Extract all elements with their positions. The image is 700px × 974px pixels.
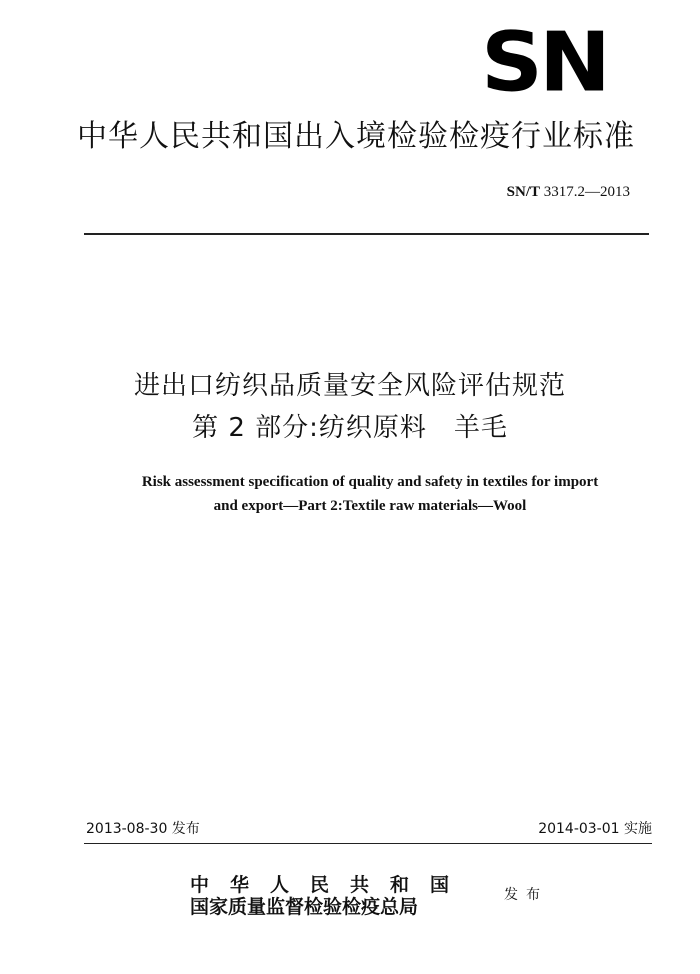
issuing-authority	[190, 874, 490, 918]
standard-prefix: SN/T	[506, 184, 540, 200]
english-title-line-1: Risk assessment specification of quality and safety in textiles for import	[141, 474, 599, 490]
issue-action: 发布	[504, 887, 548, 903]
top-divider	[84, 233, 649, 235]
industry-standard-title: 中华人民共和国出入境检验检疫行业标准	[77, 119, 635, 154]
standard-code: 3317.2—2013	[543, 184, 630, 200]
issuer-country: 中华人民共和国	[190, 874, 471, 896]
bottom-divider	[84, 843, 652, 844]
chinese-title-line-2: 第 2 部分:纺织原料 羊毛	[192, 413, 508, 443]
issuer-agency: 国家质量监督检验检疫总局	[190, 896, 419, 918]
sn-logo: SN	[481, 15, 607, 111]
publish-date: 2013-08-30 发布	[86, 821, 200, 837]
standard-number	[507, 184, 630, 201]
chinese-title-line-1: 进出口纺织品质量安全风险评估规范	[133, 371, 566, 401]
implement-date: 2014-03-01 实施	[538, 821, 652, 837]
english-title-line-2: and export—Part 2:Textile raw materials—Wool	[213, 498, 527, 514]
